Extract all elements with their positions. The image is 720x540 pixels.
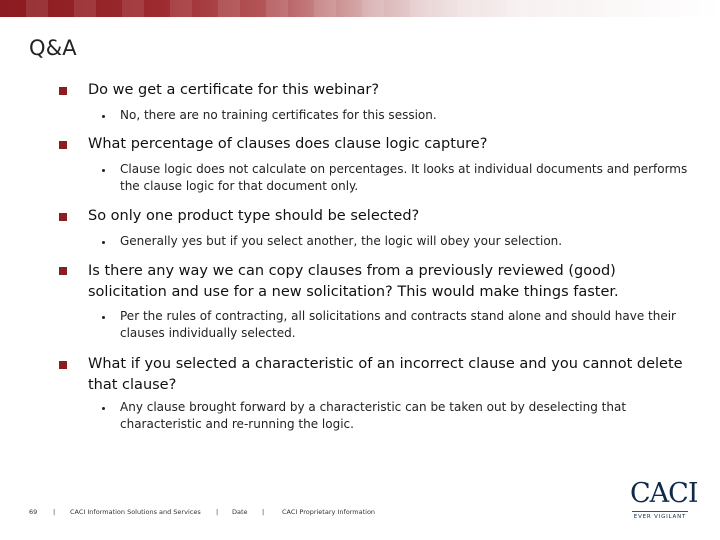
question-bullet-icon bbox=[59, 141, 67, 149]
answer-bullet-icon bbox=[102, 407, 105, 410]
question-1: Do we get a certificate for this webinar? bbox=[88, 82, 380, 98]
logo-divider bbox=[632, 511, 688, 512]
answer-1: No, there are no training certificates for this session. bbox=[120, 108, 437, 122]
answer-3: Generally yes but if you select another, the logic will obey your selection. bbox=[120, 234, 563, 248]
footer-separator: | bbox=[53, 508, 56, 516]
answer-bullet-icon bbox=[102, 241, 105, 244]
footer-separator: | bbox=[216, 508, 219, 516]
question-bullet-icon bbox=[59, 87, 67, 95]
answer-2: Clause logic does not calculate on percentages. It looks at individual documents and performs the clause logic for that document only. bbox=[120, 162, 688, 193]
question-3: So only one product type should be selected? bbox=[88, 208, 420, 224]
question-bullet-icon bbox=[59, 361, 67, 369]
answer-4: Per the rules of contracting, all solicitations and contracts stand alone and should have their clauses individually selected. bbox=[120, 309, 676, 340]
question-2: What percentage of clauses does clause logic capture? bbox=[88, 136, 488, 152]
caci-logo bbox=[630, 478, 698, 522]
page-number: 69 bbox=[29, 508, 38, 516]
footer-date: Date bbox=[232, 508, 248, 516]
slide-title: Q&A bbox=[29, 36, 77, 60]
question-bullet-icon bbox=[59, 213, 67, 221]
footer-company: CACI Information Solutions and Services bbox=[70, 508, 201, 516]
answer-bullet-icon bbox=[102, 115, 105, 118]
answer-bullet-icon bbox=[102, 169, 105, 172]
header-gradient-bar bbox=[0, 0, 720, 17]
footer bbox=[0, 508, 720, 520]
logo-wordmark: CACI bbox=[630, 478, 698, 509]
question-5: What if you selected a characteristic of an incorrect clause and you cannot delete that clause? bbox=[88, 356, 683, 393]
header-bar-texture bbox=[0, 0, 720, 17]
question-4: Is there any way we can copy clauses from a previously reviewed (good) solicitation and use for a new solicitation? This would make things faster. bbox=[88, 263, 619, 300]
answer-5: Any clause brought forward by a characteristic can be taken out by deselecting that characteristic and re-running the logic. bbox=[120, 400, 627, 431]
logo-tagline: EVER VIGILANT bbox=[633, 514, 687, 520]
footer-separator: | bbox=[262, 508, 265, 516]
question-bullet-icon bbox=[59, 267, 67, 275]
footer-proprietary: CACI Proprietary Information bbox=[282, 508, 376, 516]
answer-bullet-icon bbox=[102, 316, 105, 319]
